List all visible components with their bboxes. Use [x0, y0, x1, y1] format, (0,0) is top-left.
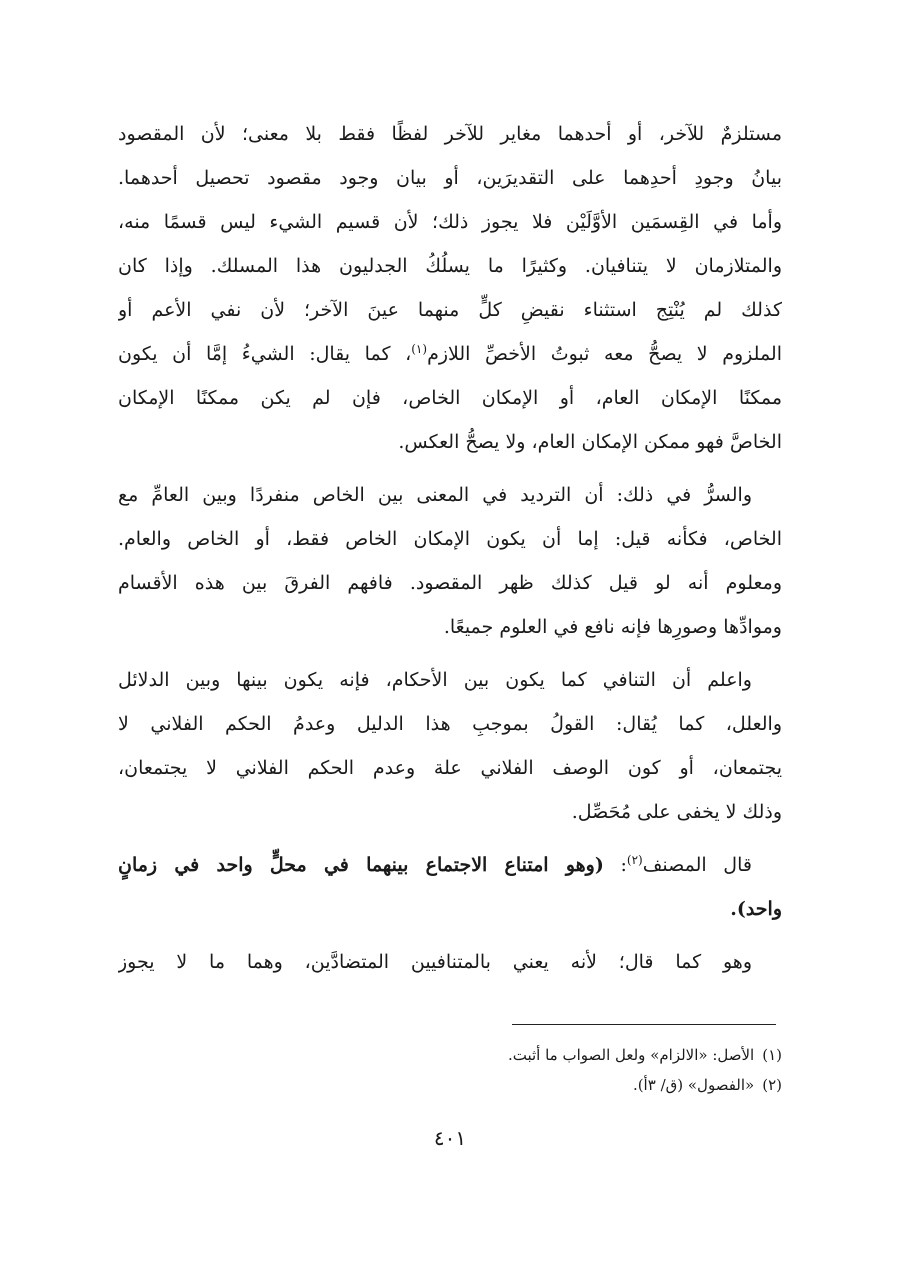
- text-line: الخاص، فكأنه قيل: إما أن يكون الإمكان الخاص فقط، أو الخاص والعام.: [118, 528, 782, 550]
- text-segment: الملزوم لا يصحُّ معه ثبوتُ الأخصِّ اللازم: [427, 343, 782, 365]
- footnote-number: (٢): [762, 1076, 782, 1094]
- text-segment: ، كما يقال: الشيءُ إمَّا أن يكون: [118, 343, 412, 365]
- text-line: [118, 332, 782, 376]
- text-line: واعلم أن التنافي كما يكون بين الأحكام، فإنه يكون بينها وبين الدلائل: [118, 669, 752, 691]
- text-line: مستلزمٌ للآخر، أو أحدهما مغاير للآخر لفظًا فقط بلا معنى؛ لأن المقصود: [118, 123, 782, 145]
- text-line: ومعلوم أنه لو قيل كذلك ظهر المقصود. فافهم الفرقَ بين هذه الأقسام: [118, 572, 782, 594]
- footnote-number: (١): [762, 1046, 782, 1064]
- author-attribution: قال المصنف: [642, 854, 752, 876]
- quote-line: [118, 843, 782, 887]
- text-line: والمتلازمان لا يتنافيان. وكثيرًا ما يسلُكُ الجدليون هذا المسلك. وإذا كان: [118, 255, 782, 277]
- text-line: يجتمعان، أو كون الوصف الفلاني علة وعدم الحكم الفلاني لا يجتمعان،: [118, 757, 782, 779]
- quote-line: واحد).: [730, 898, 782, 920]
- text-line: وأما في القِسمَين الأوَّلَيْن فلا يجوز ذلك؛ لأن قسيم الشيء ليس قسمًا منه،: [118, 211, 782, 233]
- text-line: وذلك لا يخفى على مُحَصِّل.: [571, 801, 782, 823]
- text-line: وموادِّها وصورِها فإنه نافع في العلوم جميعًا.: [443, 616, 782, 638]
- footnote-text: الأصل: «الالزام» ولعل الصواب ما أثبت.: [507, 1046, 755, 1064]
- colon: :: [603, 854, 627, 876]
- text-line: والعلل، كما يُقال: القولُ بموجبِ هذا الدليل وعدمُ الحكم الفلاني لا: [118, 713, 782, 735]
- text-line: كذلك لم يُنْتِج استثناء نقيضِ كلٍّ منهما عينَ الآخر؛ لأن نفي الأعم أو: [118, 299, 782, 321]
- text-line: ممكنًا الإمكان العام، أو الإمكان الخاص، فإن لم يكن ممكنًا الإمكان: [118, 387, 782, 409]
- footnote-item: [118, 1070, 782, 1100]
- paragraph-gap: [118, 649, 782, 658]
- page-number: ٤٠١: [433, 1126, 467, 1150]
- footnote-text: «الفصول» (ق/ ٣أ).: [632, 1076, 755, 1094]
- footnotes: [118, 1040, 782, 1100]
- paragraph-gap: [118, 464, 782, 473]
- quoted-text: (وهو امتناع الاجتماع بينهما في محلٍّ واحد في زمانٍ: [118, 854, 604, 876]
- footnote-divider: [512, 1024, 776, 1025]
- paragraph-gap: [118, 834, 782, 843]
- footnote-ref[interactable]: (٢): [626, 853, 643, 867]
- text-line: بيانُ وجودِ أحدِهما على التقديرَين، أو بيان وجود مقصود تحصيل أحدهما.: [118, 167, 782, 189]
- main-text: [118, 112, 782, 984]
- footnote-ref[interactable]: (١): [411, 342, 428, 356]
- footnote-item: [118, 1040, 782, 1070]
- text-line: الخاصَّ فهو ممكن الإمكان العام، ولا يصحُّ العكس.: [398, 431, 782, 453]
- text-line: وهو كما قال؛ لأنه يعني بالمتنافيين المتضادَّين، وهما ما لا يجوز: [118, 951, 752, 973]
- text-line: والسرُّ في ذلك: أن الترديد في المعنى بين الخاص منفردًا وبين العامِّ مع: [118, 484, 752, 506]
- paragraph-gap: [118, 931, 782, 940]
